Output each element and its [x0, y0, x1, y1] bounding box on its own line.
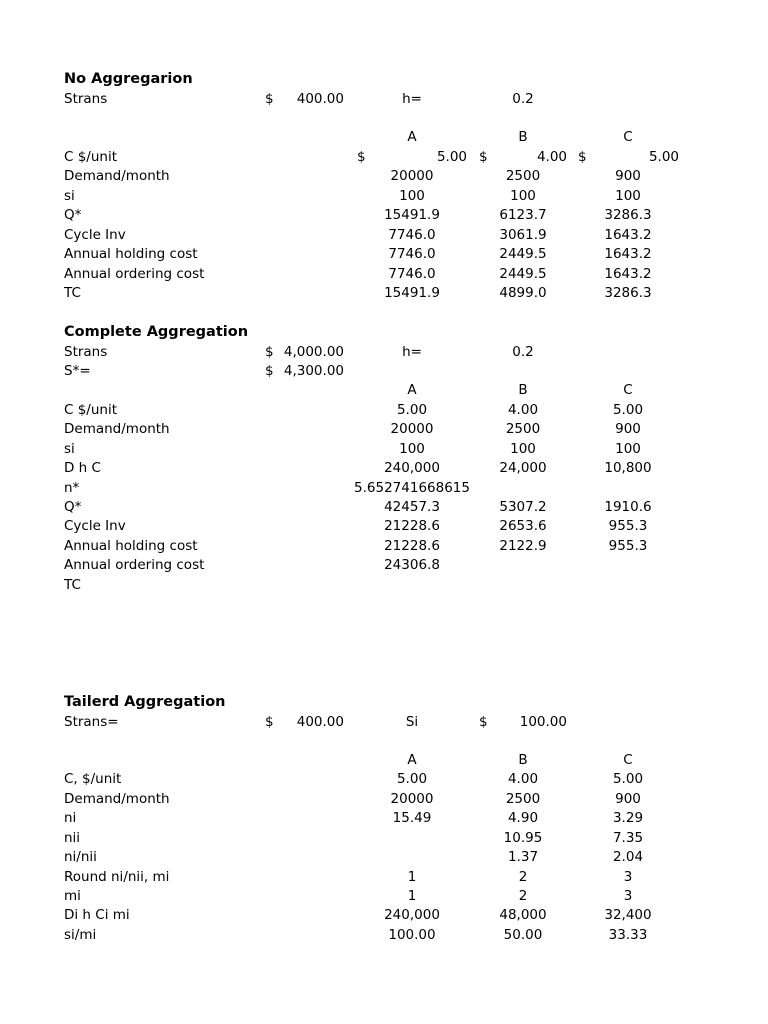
- cell-value: 3: [623, 888, 633, 904]
- cell-value: 955.3: [608, 538, 648, 554]
- row-label: C, $/unit: [64, 771, 122, 787]
- cell-value: 3.29: [612, 810, 644, 826]
- cell-value: 21228.6: [384, 518, 440, 534]
- cell-value: 5.00: [436, 149, 467, 165]
- row-label: si: [64, 188, 75, 204]
- row-label: mi: [64, 888, 81, 904]
- cell-value: 7746.0: [388, 227, 436, 243]
- cell-value: 900: [615, 791, 641, 807]
- cell-value: 2449.5: [499, 266, 547, 282]
- row-label: nii: [64, 830, 81, 846]
- cell-value: 15.49: [392, 810, 432, 826]
- cell-value: 1643.2: [604, 266, 652, 282]
- row-label: Annual ordering cost: [64, 557, 205, 573]
- column-header-c: C: [623, 382, 633, 398]
- cell-value: 2: [518, 869, 528, 885]
- cell-value: 100: [399, 441, 425, 457]
- currency-symbol: $: [265, 344, 274, 360]
- cell-value: 6123.7: [499, 207, 547, 223]
- cell-value: 3286.3: [604, 207, 652, 223]
- cell-value: 2: [518, 888, 528, 904]
- column-header-a: A: [407, 752, 417, 768]
- currency-symbol: $: [265, 91, 274, 107]
- cell-value: 15491.9: [384, 285, 440, 301]
- strans-label: Strans=: [64, 714, 119, 730]
- row-label: Di h Ci mi: [64, 907, 130, 923]
- cell-value: 1643.2: [604, 246, 652, 262]
- currency-symbol: $: [265, 363, 274, 379]
- row-label: Round ni/nii, mi: [64, 869, 170, 885]
- column-header-a: A: [407, 129, 417, 145]
- cell-value: 24306.8: [384, 557, 440, 573]
- cell-value: 21228.6: [384, 538, 440, 554]
- row-label: Q*: [64, 499, 82, 515]
- column-header-a: A: [407, 382, 417, 398]
- cell-value: 5.00: [396, 771, 428, 787]
- cell-value: 2.04: [612, 849, 644, 865]
- row-label: ni: [64, 810, 77, 826]
- cell-value: 1: [407, 888, 417, 904]
- cell-value: 4899.0: [499, 285, 547, 301]
- strans-value: 400.00: [296, 91, 344, 107]
- cell-value: 1910.6: [604, 499, 652, 515]
- cell-value: 15491.9: [384, 207, 440, 223]
- cell-value: 5.00: [648, 149, 679, 165]
- cell-value: 20000: [390, 168, 434, 184]
- si-value: 100.00: [519, 714, 567, 730]
- cell-value: 3: [623, 869, 633, 885]
- cell-value: 32,400: [604, 907, 652, 923]
- currency-symbol: $: [357, 149, 366, 165]
- section-title-tailored-aggregation: Tailerd Aggregation: [64, 694, 226, 710]
- h-label: h=: [402, 344, 422, 360]
- cell-value: 3061.9: [499, 227, 547, 243]
- currency-symbol: $: [479, 714, 488, 730]
- cell-value: 240,000: [384, 907, 440, 923]
- cell-value: 50.00: [503, 927, 543, 943]
- cell-value: 7746.0: [388, 246, 436, 262]
- row-label: Annual ordering cost: [64, 266, 205, 282]
- strans-value: 4,000.00: [283, 344, 344, 360]
- currency-symbol: $: [265, 714, 274, 730]
- cell-value: 10,800: [604, 460, 652, 476]
- column-header-c: C: [623, 752, 633, 768]
- cell-value: 2122.9: [499, 538, 547, 554]
- s-star-label: S*=: [64, 363, 91, 379]
- cell-value: 100: [615, 188, 641, 204]
- cell-value: 240,000: [384, 460, 440, 476]
- cell-value: 100: [615, 441, 641, 457]
- column-header-b: B: [518, 382, 528, 398]
- cell-value: 5.00: [612, 402, 644, 418]
- h-label: h=: [402, 91, 422, 107]
- row-label: Annual holding cost: [64, 538, 198, 554]
- section-title-no-aggregation: No Aggregarion: [64, 71, 193, 87]
- cell-value: 5.00: [612, 771, 644, 787]
- row-label: Demand/month: [64, 791, 170, 807]
- cell-value: 2449.5: [499, 246, 547, 262]
- currency-symbol: $: [578, 149, 587, 165]
- cell-value: 33.33: [608, 927, 648, 943]
- column-header-b: B: [518, 752, 528, 768]
- cell-value: 900: [615, 421, 641, 437]
- cell-value: 1.37: [507, 849, 539, 865]
- cell-value: 2500: [505, 168, 541, 184]
- row-label: n*: [64, 480, 80, 496]
- cell-value: 24,000: [499, 460, 547, 476]
- s-star-value: 4,300.00: [283, 363, 344, 379]
- h-value: 0.2: [512, 344, 534, 360]
- row-label: Demand/month: [64, 421, 170, 437]
- cell-value: 4.00: [507, 402, 539, 418]
- cell-value: 5.00: [396, 402, 428, 418]
- cell-value: 7746.0: [388, 266, 436, 282]
- currency-symbol: $: [479, 149, 488, 165]
- row-label: Q*: [64, 207, 82, 223]
- cell-value: 100: [399, 188, 425, 204]
- h-value: 0.2: [512, 91, 534, 107]
- cell-value: 100: [510, 441, 536, 457]
- row-label: Demand/month: [64, 168, 170, 184]
- section-title-complete-aggregation: Complete Aggregation: [64, 324, 249, 340]
- row-label: Cycle Inv: [64, 227, 126, 243]
- cell-value: 20000: [390, 421, 434, 437]
- cell-value: 10.95: [503, 830, 543, 846]
- cell-value: 900: [615, 168, 641, 184]
- row-label: TC: [64, 577, 81, 593]
- cell-value: 2653.6: [499, 518, 547, 534]
- cell-value: 100: [510, 188, 536, 204]
- cell-value: 1643.2: [604, 227, 652, 243]
- cell-value: 1: [407, 869, 417, 885]
- cell-value: 42457.3: [384, 499, 440, 515]
- cell-value: 4.00: [536, 149, 567, 165]
- strans-label: Strans: [64, 91, 108, 107]
- cell-value: 2500: [505, 791, 541, 807]
- cell-value: 3286.3: [604, 285, 652, 301]
- row-label: si/mi: [64, 927, 97, 943]
- cell-value: 2500: [505, 421, 541, 437]
- si-label: Si: [405, 714, 419, 730]
- cell-value: 5.652741668615: [354, 480, 470, 496]
- strans-label: Strans: [64, 344, 108, 360]
- cell-value: 48,000: [499, 907, 547, 923]
- row-label: D h C: [64, 460, 101, 476]
- row-label: TC: [64, 285, 81, 301]
- row-label: ni/nii: [64, 849, 97, 865]
- cell-value: 5307.2: [499, 499, 547, 515]
- cell-value: 20000: [390, 791, 434, 807]
- cell-value: 955.3: [608, 518, 648, 534]
- cell-value: 7.35: [612, 830, 644, 846]
- row-label: si: [64, 441, 75, 457]
- strans-value: 400.00: [296, 714, 344, 730]
- column-header-b: B: [518, 129, 528, 145]
- cell-value: 100.00: [388, 927, 436, 943]
- row-label: C $/unit: [64, 149, 118, 165]
- row-label: Annual holding cost: [64, 246, 198, 262]
- column-header-c: C: [623, 129, 633, 145]
- cell-value: 4.90: [507, 810, 539, 826]
- row-label: Cycle Inv: [64, 518, 126, 534]
- row-label: C $/unit: [64, 402, 118, 418]
- cell-value: 4.00: [507, 771, 539, 787]
